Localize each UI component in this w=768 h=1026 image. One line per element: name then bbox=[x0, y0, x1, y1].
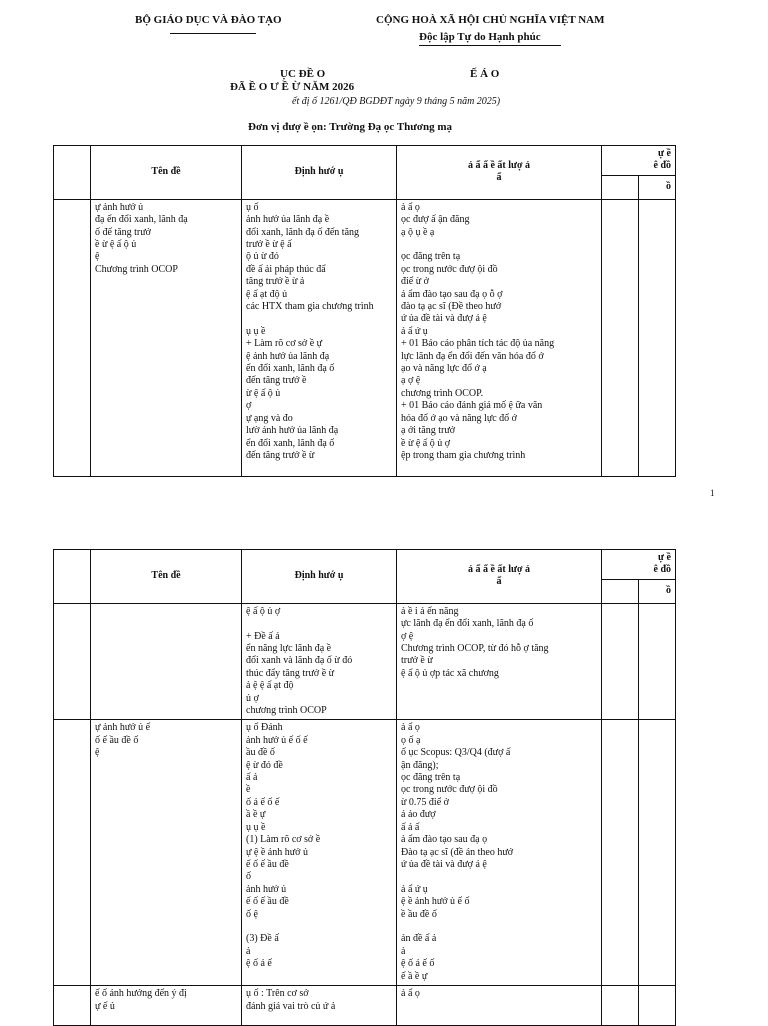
row1-direction bbox=[242, 199, 397, 476]
text-line: ề ầu đề ố bbox=[401, 908, 437, 920]
header-funding-sub-2: ồ bbox=[639, 175, 676, 199]
text-line: ảnh hưở ủ ế ố ế bbox=[246, 734, 308, 746]
text-line: ề ừ ệ ấ ộ ủ bbox=[95, 239, 137, 251]
text-line: ụ ụ ề bbox=[246, 325, 266, 337]
text-line: ụ ố bbox=[246, 201, 259, 213]
doc-decision-reference: ết đị ố 1261/QĐ BGDĐT ngày 9 tháng 5 năm 2025) bbox=[292, 96, 501, 107]
text-line: ự ảnh hưở ủ bbox=[95, 201, 144, 213]
text-line bbox=[401, 239, 597, 251]
row3-index bbox=[54, 720, 91, 986]
text-line: trưở ề ừ bbox=[401, 655, 433, 667]
row4-results: ả ẩ ọ bbox=[397, 986, 602, 1026]
text-line bbox=[246, 921, 392, 933]
text-line: ố ế ầu đề ố bbox=[95, 734, 139, 746]
row4-funding-2 bbox=[639, 986, 676, 1026]
text-line: ệ ảnh hưở ủa lãnh đạ bbox=[246, 350, 330, 362]
text-line: thúc đẩy tăng trưở ề ừ bbox=[246, 667, 335, 679]
text-line: ả ẩ ứ ụ bbox=[401, 883, 428, 895]
text-line: ọc trong nước đượ ội đồ bbox=[401, 263, 498, 275]
text-line: ả ẩ ứ ụ bbox=[401, 325, 428, 337]
text-line: ố bbox=[246, 871, 251, 883]
text-line: ề ừ ệ ấ ộ ủ ợ bbox=[401, 437, 451, 449]
text-line: tăng trưở ề ừ ả bbox=[246, 276, 305, 288]
table-row bbox=[54, 199, 676, 476]
text-line: ả ảo đượ bbox=[401, 809, 436, 821]
row4-direction: ụ ố : Trên cơ sở đánh giá vai trò củ ứ ả bbox=[242, 986, 397, 1026]
text-line: ận đăng); bbox=[401, 759, 439, 771]
row1-funding-2 bbox=[639, 199, 676, 476]
row4-index bbox=[54, 986, 91, 1026]
text-line: lườ ảnh hưở ủa lãnh đạ bbox=[246, 425, 339, 437]
text-line: ố đế tăng trưở bbox=[95, 226, 151, 238]
row3-funding-2 bbox=[639, 720, 676, 986]
text-line: ầ ề ự bbox=[246, 809, 266, 821]
row2-topic-name bbox=[91, 603, 242, 720]
page-number: 1 bbox=[710, 488, 715, 498]
row1-topic-name bbox=[91, 199, 242, 476]
text-line: ứ ủa đề tài và đượ ả ệ bbox=[401, 313, 487, 325]
text-line: ừ 0.75 điể ở bbox=[401, 796, 449, 808]
ministry-underline bbox=[170, 33, 256, 34]
table-row bbox=[54, 603, 676, 720]
text-line: ấ ả ấ bbox=[401, 821, 420, 833]
row2-funding-2 bbox=[639, 603, 676, 720]
text-line: (3) Đề ấ bbox=[246, 933, 279, 945]
ministry-name: BỘ GIÁO DỤC VÀ ĐÀO TẠO bbox=[135, 14, 282, 26]
text-line: ụ ụ ề bbox=[246, 821, 266, 833]
header-topic-name: Tên đề bbox=[91, 146, 242, 200]
text-line bbox=[401, 921, 597, 933]
text-line: ệp trong tham gia chương trình bbox=[401, 449, 526, 461]
text-line: ệ ố ả ế ố bbox=[401, 958, 435, 970]
text-line: ụ ố Đánh bbox=[246, 722, 283, 734]
row2-index bbox=[54, 603, 91, 720]
text-line: ủ ợ bbox=[246, 692, 259, 704]
text-line: các HTX tham gia chương trình bbox=[246, 301, 374, 313]
text-line: ệ ấ ộ ủ ợ bbox=[246, 605, 281, 617]
text-line: + 01 Báo cáo đánh giá mố ệ ữa văn bbox=[401, 400, 543, 412]
row4-funding-1 bbox=[602, 986, 639, 1026]
text-line: ản đề ấ ả bbox=[401, 933, 437, 945]
row1-results bbox=[397, 199, 602, 476]
text-line: ự ảnh hưở ủ ế bbox=[95, 722, 151, 734]
row3-results bbox=[397, 720, 602, 986]
row2-direction bbox=[242, 603, 397, 720]
text-line: ả ẩm đào tạo sau đạ ọ ỗ ợ bbox=[401, 288, 503, 300]
text-line: ố ục Scopus: Q3/Q4 (đượ ấ bbox=[401, 747, 511, 759]
row3-direction bbox=[242, 720, 397, 986]
text-line: ệ ừ đó đề bbox=[246, 759, 283, 771]
header-funding-sub-2-p2: ồ bbox=[639, 579, 676, 603]
text-line: ạ ợ ệ bbox=[401, 375, 421, 387]
text-line: + Đề ấ ả bbox=[246, 630, 280, 642]
header-funding-p2: ự ề ê đồ bbox=[602, 550, 676, 580]
text-line: ế ố ế ầu đề bbox=[246, 896, 289, 908]
text-line: điể ừ ở bbox=[401, 276, 429, 288]
text-line: đến tăng trưở ề bbox=[246, 375, 307, 387]
text-line: ố ả ế ố ế bbox=[246, 796, 280, 808]
text-line: đào tạ ạc sĩ (Đề theo hướ bbox=[401, 301, 502, 313]
text-line bbox=[246, 313, 392, 325]
text-line: ợ bbox=[246, 400, 252, 412]
text-line: ệ ề ảnh hưở ủ ế ố bbox=[401, 896, 470, 908]
text-line: ệ ố ả ế bbox=[246, 958, 272, 970]
row2-funding-1 bbox=[602, 603, 639, 720]
country-name: CỘNG HOÀ XÃ HỘI CHỦ NGHĨA VIỆT NAM bbox=[376, 14, 605, 26]
text-line: ự ệ ề ảnh hưở ủ bbox=[246, 846, 308, 858]
text-line: ợ ệ bbox=[401, 630, 414, 642]
text-line: trưở ề ừ ệ ấ bbox=[246, 239, 292, 251]
header-funding-sub-1-p2 bbox=[602, 579, 639, 603]
text-line: + Làm rõ cơ sở ề ự bbox=[246, 338, 323, 350]
text-line: ọc đượ ấ ận đăng bbox=[401, 214, 470, 226]
text-line: chương trình OCOP. bbox=[401, 387, 484, 399]
text-line: ọc trong nước đượ ội đồ bbox=[401, 784, 498, 796]
row3-funding-1 bbox=[602, 720, 639, 986]
text-line: ộ ủ ừ đó bbox=[246, 251, 279, 263]
header-index-p2 bbox=[54, 550, 91, 604]
header-results-p2: ả ẩ ẩ ề ất lượ ả ẩ bbox=[397, 550, 602, 604]
text-line: ạo và năng lực đổ ớ ạ bbox=[401, 363, 487, 375]
text-line: (1) Làm rõ cơ sở ề bbox=[246, 834, 321, 846]
row2-results bbox=[397, 603, 602, 720]
text-line: ế ầ ề ự bbox=[401, 970, 428, 982]
header-results: ả ẩ ẩ ề ất lượ ả ẩ bbox=[397, 146, 602, 200]
motto-underline bbox=[419, 45, 561, 46]
text-line: ực lãnh đạ ển đổi xanh, lãnh đạ ố bbox=[401, 618, 534, 630]
table-row bbox=[54, 986, 676, 1026]
text-line: ả ẩm đào tạo sau đạ ọ bbox=[401, 834, 488, 846]
header-index bbox=[54, 146, 91, 200]
header-funding: ự ề ê đồ bbox=[602, 146, 676, 176]
text-line: đề ấ ải pháp thúc đẩ bbox=[246, 263, 326, 275]
doc-title-line1-right: Ế Á O bbox=[470, 68, 500, 80]
text-line: đến tăng trưở ề ừ bbox=[246, 449, 315, 461]
text-line: Chương trình OCOP, từ đó hỗ ợ tăng bbox=[401, 643, 549, 655]
text-line: ầu đề ố bbox=[246, 747, 275, 759]
text-line: đổi xanh và lãnh đạ ố ừ đó bbox=[246, 655, 353, 667]
text-line: + 01 Báo cáo phân tích tác độ ủa năng bbox=[401, 338, 555, 350]
text-line: lực lãnh đạ ển đổi đến văn hóa đổ ớ bbox=[401, 350, 544, 362]
topics-table-page1 bbox=[53, 145, 676, 477]
text-line: ứ ủa đề tài và đượ ả ệ bbox=[401, 858, 487, 870]
text-line: ọc đăng trên tạ bbox=[401, 251, 461, 263]
text-line: ề bbox=[246, 784, 251, 796]
header-topic-name-p2: Tên đề bbox=[91, 550, 242, 604]
doc-title-line1: ỤC ĐỀ O bbox=[280, 68, 326, 80]
table-row bbox=[54, 720, 676, 986]
header-funding-sub-1 bbox=[602, 175, 639, 199]
text-line: ả ệ ệ ấ ạt độ bbox=[246, 680, 294, 692]
text-line: ệ bbox=[95, 251, 100, 263]
text-line: hóa đổ ớ ạo và năng lực đổ ớ bbox=[401, 412, 517, 424]
text-line: ọc đăng trên tạ bbox=[401, 772, 461, 784]
assigned-unit: Đơn vị đượ ề ọn: Trường Đạ ọc Thương mạ bbox=[248, 121, 452, 133]
text-line: chương trình OCOP bbox=[246, 705, 327, 717]
row3-topic-name bbox=[91, 720, 242, 986]
text-line: ệ bbox=[95, 747, 100, 759]
text-line: ọ ố ạ bbox=[401, 734, 421, 746]
text-line: ển đổi xanh, lãnh đạ ố bbox=[246, 437, 335, 449]
text-line: ừ ệ ấ ộ ủ bbox=[246, 387, 281, 399]
header-direction-p2: Định hướ ụ bbox=[242, 550, 397, 604]
text-line: ển đổi xanh, lãnh đạ ố bbox=[246, 363, 335, 375]
text-line: ế ố ế ầu đề bbox=[246, 858, 289, 870]
header-direction: Định hướ ụ bbox=[242, 146, 397, 200]
text-line: ạ ới tăng trưở bbox=[401, 425, 456, 437]
text-line: Chương trình OCOP bbox=[95, 263, 178, 275]
text-line: ển năng lực lãnh đạ ề bbox=[246, 643, 332, 655]
text-line bbox=[246, 618, 392, 630]
text-line: ệ ấ ộ ủ ợp tác xã chương bbox=[401, 667, 499, 679]
row1-funding-1 bbox=[602, 199, 639, 476]
row1-index bbox=[54, 199, 91, 476]
text-line: ả ẩ ọ bbox=[401, 722, 420, 734]
text-line: ảnh hưở ủa lãnh đạ ề bbox=[246, 214, 330, 226]
text-line: đổi xanh, lãnh đạ ố đến tăng bbox=[246, 226, 360, 238]
text-line bbox=[401, 871, 597, 883]
text-line: ả ẩ ọ bbox=[401, 201, 420, 213]
text-line: ố ệ bbox=[246, 908, 258, 920]
text-line: ạ ộ ụ ề ạ bbox=[401, 226, 435, 238]
text-line: ự ạng và đo bbox=[246, 412, 293, 424]
topics-table-page2 bbox=[53, 549, 676, 1026]
text-line: ấ ả bbox=[246, 772, 258, 784]
row4-topic-name: ế ố ảnh hưởng đến ý đị ự ế ủ bbox=[91, 986, 242, 1026]
text-line: ả ề ỉ ả ển năng bbox=[401, 605, 459, 617]
text-line: ả bbox=[401, 945, 406, 957]
text-line: đạ ển đổi xanh, lãnh đạ bbox=[95, 214, 188, 226]
national-motto: Độc lập Tự do Hạnh phúc bbox=[419, 31, 541, 43]
text-line: Đào tạ ạc sĩ (đề án theo hướ bbox=[401, 846, 514, 858]
text-line: ảnh hưở ủ bbox=[246, 883, 287, 895]
text-line: ả bbox=[246, 945, 251, 957]
text-line: ệ ấ ạt độ ủ bbox=[246, 288, 288, 300]
doc-title-line2: ĐÃ Ề O Ư Ề Ừ NĂM 2026 bbox=[230, 81, 355, 93]
